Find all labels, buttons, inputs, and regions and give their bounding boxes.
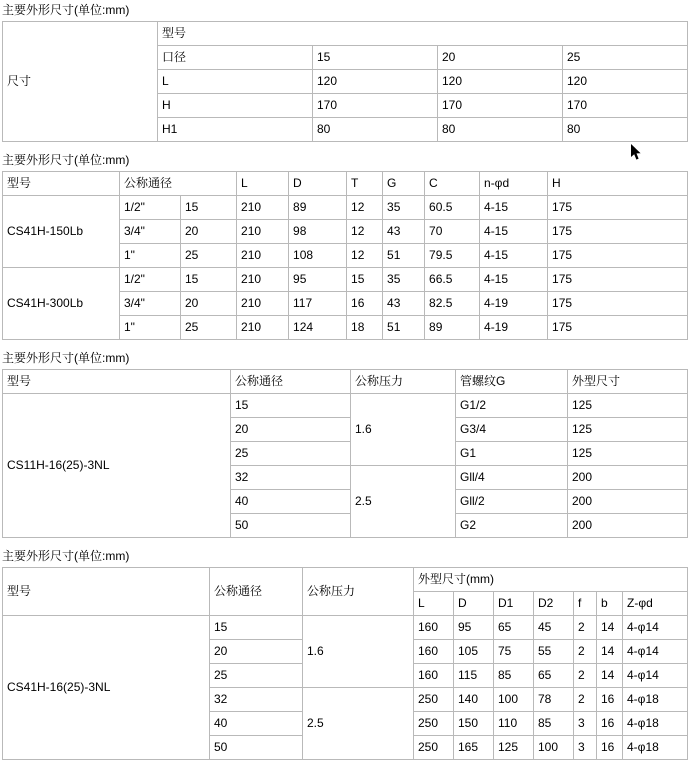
cell: 250 [414,688,454,712]
cell: 210 [237,316,289,340]
cell: 210 [237,268,289,292]
col-header-nominal-diameter: 公称通径 [120,172,237,196]
cell: 4-φ18 [623,712,688,736]
cell: 16 [597,736,623,760]
cell: 口径 [158,46,313,70]
cell: 250 [414,712,454,736]
col-header-npd: n-φd [480,172,548,196]
cell: 175 [548,220,688,244]
cell: 2 [574,688,597,712]
cell: 120 [438,70,563,94]
cell: 20 [181,220,237,244]
cell-thread: Gll/2 [456,490,568,514]
cell-diameter: 32 [210,688,303,712]
cell: 15 [347,268,383,292]
cell: 82.5 [425,292,480,316]
col-header-overall-size: 外型尺寸 [568,370,688,394]
table-dimensions-3 [2,369,688,538]
cell: 89 [289,196,347,220]
col-subheader-b: b [597,592,623,616]
cell: 160 [414,664,454,688]
cell: 12 [347,196,383,220]
cell-size: 125 [568,418,688,442]
cell-thread: G3/4 [456,418,568,442]
cell: 110 [494,712,534,736]
cell: 20 [438,46,563,70]
cell: 16 [347,292,383,316]
cell: 98 [289,220,347,244]
cell-diameter: 20 [210,640,303,664]
cell: 12 [347,220,383,244]
cell: 105 [454,640,494,664]
cell: 1" [120,244,181,268]
cell: 1/2" [120,268,181,292]
table-row [3,616,688,640]
cell: 3 [574,712,597,736]
cell: 4-φ14 [623,664,688,688]
cell: 170 [313,94,438,118]
table-row [3,268,688,292]
cell-diameter: 32 [231,466,351,490]
cell: 4-19 [480,316,548,340]
cell: 165 [454,736,494,760]
cell: 80 [438,118,563,142]
col-header-g: G [383,172,425,196]
cell-thread: Gll/4 [456,466,568,490]
col-subheader-d2: D2 [534,592,574,616]
cell: 175 [548,316,688,340]
cell: 85 [534,712,574,736]
cell: 80 [313,118,438,142]
cell: 210 [237,220,289,244]
section-dimensions-2 [0,150,689,340]
cell: 12 [347,244,383,268]
cell-diameter: 50 [210,736,303,760]
cell: 210 [237,196,289,220]
cell: 175 [548,268,688,292]
cell: 210 [237,292,289,316]
cell: 4-15 [480,220,548,244]
cell: 25 [181,316,237,340]
cell: 65 [494,616,534,640]
cell: 15 [313,46,438,70]
cell: 108 [289,244,347,268]
cell: H [158,94,313,118]
cell-thread: G2 [456,514,568,538]
cell: 60.5 [425,196,480,220]
cell: 4-φ18 [623,736,688,760]
table-row [3,196,688,220]
col-header-c: C [425,172,480,196]
cell-diameter: 40 [231,490,351,514]
cell-model-label: CS41H-16(25)-3NL [3,616,210,760]
table-header-row [3,370,688,394]
section-title-1: 主要外形尺寸(单位:mm) [2,3,130,17]
table-dimensions-1 [2,21,688,142]
cell: 43 [383,220,425,244]
cell: 95 [454,616,494,640]
cell: 175 [548,196,688,220]
cell-label: 尺寸 [3,22,158,142]
col-header-nominal-diameter: 公称通径 [231,370,351,394]
cell: 4-φ18 [623,688,688,712]
cell: 160 [414,616,454,640]
table-dimensions-4 [2,567,688,760]
cell-diameter: 50 [231,514,351,538]
col-header-overall-size: 外型尺寸(mm) [414,568,688,592]
cell: 4-15 [480,244,548,268]
cell: 25 [181,244,237,268]
col-subheader-d: D [454,592,494,616]
section-dimensions-4 [0,546,689,760]
cell-thread: G1/2 [456,394,568,418]
cell: 14 [597,616,623,640]
cell: 125 [494,736,534,760]
col-header-nominal-pressure: 公称压力 [351,370,456,394]
cell: 100 [534,736,574,760]
section-dimensions-1 [0,0,689,142]
cell-size: 200 [568,466,688,490]
cell: 117 [289,292,347,316]
cell-pressure: 1.6 [351,394,456,466]
table-row [3,22,688,46]
cell: 35 [383,268,425,292]
cell: 210 [237,244,289,268]
col-subheader-f: f [574,592,597,616]
cell: 4-15 [480,196,548,220]
cell: 65 [534,664,574,688]
cell-pressure: 2.5 [303,688,414,760]
cell: 160 [414,640,454,664]
cell: 14 [597,640,623,664]
cell-model-label: CS41H-150Lb [3,196,120,268]
cell: 55 [534,640,574,664]
col-header-nominal-pressure: 公称压力 [303,568,414,616]
section-dimensions-3 [0,348,689,538]
cell-diameter: 25 [231,442,351,466]
cell: 115 [454,664,494,688]
cell: 85 [494,664,534,688]
cell-model-label: CS41H-300Lb [3,268,120,340]
col-subheader-d1: D1 [494,592,534,616]
cell: 89 [425,316,480,340]
col-header-t: T [347,172,383,196]
cell: 95 [289,268,347,292]
cell: 120 [563,70,688,94]
cell: 4-φ14 [623,616,688,640]
cell: 170 [438,94,563,118]
cell: 18 [347,316,383,340]
cell-diameter: 15 [231,394,351,418]
cell: 3/4" [120,220,181,244]
cell-diameter: 40 [210,712,303,736]
cell: 1/2" [120,196,181,220]
col-subheader-zpd: Z-φd [623,592,688,616]
cell: 51 [383,244,425,268]
cell: 43 [383,292,425,316]
col-subheader-l: L [414,592,454,616]
cell: 120 [313,70,438,94]
cell: 124 [289,316,347,340]
cell: 1" [120,316,181,340]
table-header-row [3,172,688,196]
cell: 16 [597,688,623,712]
cell-diameter: 15 [210,616,303,640]
cell: 2 [574,640,597,664]
col-header-pipe-thread: 管螺纹G [456,370,568,394]
section-title-2: 主要外形尺寸(单位:mm) [2,153,130,167]
cell: 3 [574,736,597,760]
cell-diameter: 25 [210,664,303,688]
cell: 2 [574,664,597,688]
cell: 80 [563,118,688,142]
col-header-model: 型号 [3,568,210,616]
cell: 250 [414,736,454,760]
cell: 78 [534,688,574,712]
col-header-model: 型号 [3,370,231,394]
cell: 2 [574,616,597,640]
cell-thread: G1 [456,442,568,466]
cell: 4-15 [480,268,548,292]
cell: 20 [181,292,237,316]
cell: 15 [181,196,237,220]
cell: 15 [181,268,237,292]
cell: H1 [158,118,313,142]
cell: 100 [494,688,534,712]
cell: 175 [548,292,688,316]
cell: 70 [425,220,480,244]
col-header-nominal-diameter: 公称通径 [210,568,303,616]
cell-size: 200 [568,490,688,514]
col-header-h: H [548,172,688,196]
cell: 140 [454,688,494,712]
cell-size: 125 [568,442,688,466]
cell: 175 [548,244,688,268]
cell-model-label: CS11H-16(25)-3NL [3,394,231,538]
table-header-row [3,568,688,592]
col-header-d: D [289,172,347,196]
cell: 16 [597,712,623,736]
cell: 150 [454,712,494,736]
cell-pressure: 2.5 [351,466,456,538]
section-title-4: 主要外形尺寸(单位:mm) [2,549,130,563]
cell: 66.5 [425,268,480,292]
cell-pressure: 1.6 [303,616,414,688]
cell-size: 200 [568,514,688,538]
table-row [3,394,688,418]
cell: 45 [534,616,574,640]
cell: 4-19 [480,292,548,316]
col-header-l: L [237,172,289,196]
cell: 51 [383,316,425,340]
cell-size: 125 [568,394,688,418]
table-dimensions-2 [2,171,688,340]
section-title-3: 主要外形尺寸(单位:mm) [2,351,130,365]
cell: 25 [563,46,688,70]
cell: 4-φ14 [623,640,688,664]
cell-diameter: 20 [231,418,351,442]
cell: 14 [597,664,623,688]
cell: 3/4" [120,292,181,316]
col-header-model: 型号 [3,172,120,196]
cell: 79.5 [425,244,480,268]
cell: 170 [563,94,688,118]
cell-header: 型号 [158,22,688,46]
cell: L [158,70,313,94]
cell: 35 [383,196,425,220]
cell: 75 [494,640,534,664]
